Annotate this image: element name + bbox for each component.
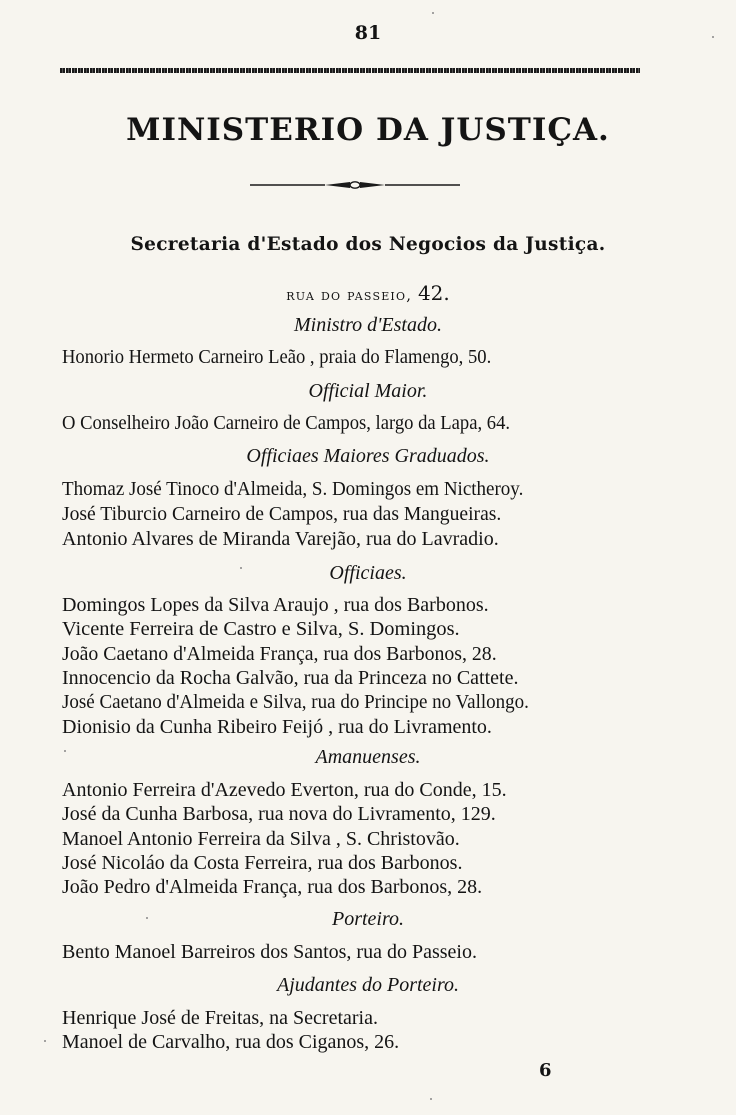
entry-line: José Tiburcio Carneiro de Campos, rua das Mangueiras. bbox=[62, 503, 502, 525]
address-street: rua do passeio, bbox=[286, 286, 413, 304]
section-heading-officiaes: Officiaes. bbox=[329, 562, 407, 584]
entry-line: Antonio Alvares de Miranda Varejão, rua do Lavradio. bbox=[62, 528, 499, 550]
paper-speck bbox=[430, 1098, 432, 1100]
ornament-divider-icon bbox=[250, 178, 460, 192]
entry-line: Manoel Antonio Ferreira da Silva , S. Christovão. bbox=[62, 828, 460, 850]
paper-speck bbox=[64, 750, 66, 752]
paper-speck bbox=[240, 567, 242, 569]
paper-speck bbox=[432, 12, 434, 14]
secretaria-heading: Secretaria d'Estado dos Negocios da Justiça. bbox=[130, 234, 606, 255]
section-heading-porteiro: Porteiro. bbox=[331, 908, 405, 930]
entry-line: João Pedro d'Almeida França, rua dos Barbonos, 28. bbox=[62, 876, 483, 898]
entry-line: José Nicoláo da Costa Ferreira, rua dos Barbonos. bbox=[62, 852, 463, 874]
entry-line: Dionisio da Cunha Ribeiro Feijó , rua do Livramento. bbox=[62, 716, 492, 738]
folio-signature: 6 bbox=[539, 1060, 552, 1081]
section-heading-ministro: Ministro d'Estado. bbox=[294, 314, 442, 336]
header-rule bbox=[60, 68, 640, 73]
paper-speck bbox=[146, 917, 148, 919]
entry-line: Honorio Hermeto Carneiro Leão , praia do Flamengo, 50. bbox=[62, 346, 492, 368]
paper-speck bbox=[712, 36, 714, 38]
entry-line: Thomaz José Tinoco d'Almeida, S. Domingos em Nictheroy. bbox=[62, 478, 524, 500]
address-number: 42. bbox=[417, 281, 450, 305]
entry-line: Domingos Lopes da Silva Araujo , rua dos Barbonos. bbox=[62, 594, 489, 616]
entry-line: Henrique José de Freitas, na Secretaria. bbox=[62, 1007, 378, 1029]
entry-line: Antonio Ferreira d'Azevedo Everton, rua do Conde, 15. bbox=[62, 779, 507, 801]
section-heading-ajudantes-do-porteiro: Ajudantes do Porteiro. bbox=[276, 974, 460, 996]
section-heading-amanuenses: Amanuenses. bbox=[315, 746, 421, 768]
entry-line: João Caetano d'Almeida França, rua dos Barbonos, 28. bbox=[62, 643, 497, 665]
entry-line: José Caetano d'Almeida e Silva, rua do Principe no Vallongo. bbox=[62, 691, 529, 713]
entry-line: Vicente Ferreira de Castro e Silva, S. Domingos. bbox=[62, 618, 460, 640]
entry-line: Innocencio da Rocha Galvão, rua da Princeza no Cattete. bbox=[62, 667, 519, 689]
page-number: 81 bbox=[354, 22, 382, 44]
section-heading-official-maior: Official Maior. bbox=[308, 380, 428, 402]
entry-line: O Conselheiro João Carneiro de Campos, largo da Lapa, 64. bbox=[62, 412, 511, 434]
entry-line: José da Cunha Barbosa, rua nova do Livramento, 129. bbox=[62, 803, 496, 825]
address-line bbox=[0, 281, 736, 305]
paper-speck bbox=[44, 1040, 46, 1042]
section-heading-officiaes-maiores-graduados: Officiaes Maiores Graduados. bbox=[246, 445, 490, 467]
entry-line: Bento Manoel Barreiros dos Santos, rua do Passeio. bbox=[62, 941, 477, 963]
entry-line: Manoel de Carvalho, rua dos Ciganos, 26. bbox=[62, 1031, 400, 1053]
ministry-title: MINISTERIO DA JUSTIÇA. bbox=[126, 112, 610, 148]
